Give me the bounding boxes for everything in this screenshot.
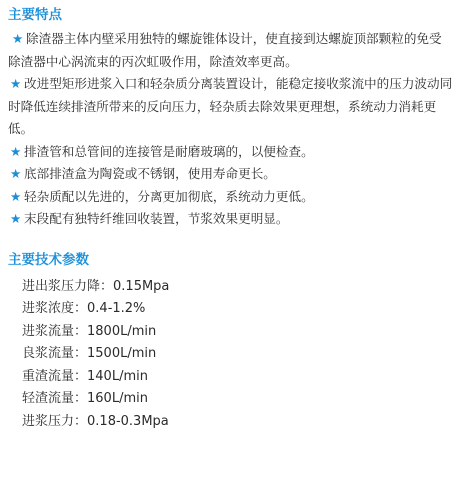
feature-item <box>8 28 453 73</box>
star-icon: ★ <box>10 188 22 204</box>
spec-row <box>22 298 453 321</box>
spec-value: 1500L/min <box>87 346 157 362</box>
feature-text: 末段配有独特纤维回收装置，节浆效果更明显。 <box>24 211 289 226</box>
features-title: 主要特点 <box>8 7 62 23</box>
feature-text: 改进型矩形进浆入口和轻杂质分离装置设计，能稳定接收浆流中的压力波动同时降低连续排渣所带来的反向压力，轻杂质去除效果更理想，系统动力消耗更低。 <box>8 76 453 136</box>
spec-row <box>22 366 453 389</box>
spec-label: 重渣流量： <box>22 368 88 384</box>
spec-row <box>22 276 453 299</box>
spec-row <box>22 388 453 411</box>
spec-row <box>22 343 453 366</box>
spec-value: 0.15Mpa <box>113 278 170 294</box>
spec-row <box>22 411 453 434</box>
feature-item <box>8 73 453 141</box>
spec-label: 轻渣流量： <box>22 391 88 407</box>
spec-value: 0.4-1.2% <box>87 301 146 317</box>
spec-label: 良浆流量： <box>22 346 88 362</box>
feature-item <box>8 163 453 186</box>
star-icon: ★ <box>10 76 22 91</box>
feature-text: 排渣管和总管间的连接管是耐磨玻璃的，以便检查。 <box>24 143 314 159</box>
spec-label: 进出浆压力降： <box>22 278 114 294</box>
specs-list <box>8 276 453 434</box>
star-icon: ★ <box>10 143 22 159</box>
spec-label: 进浆压力： <box>22 414 88 430</box>
feature-item <box>8 186 453 209</box>
spec-row <box>22 321 453 344</box>
feature-text: 底部排渣盒为陶瓷或不锈钢，使用寿命更长。 <box>24 166 276 181</box>
spec-value: 160L/min <box>87 391 148 407</box>
star-icon: ★ <box>12 31 24 46</box>
feature-text: 除渣器主体内壁采用独特的螺旋锥体设计，使直接到达螺旋顶部颗粒的免受除渣器中心涡流束的丙次虹吸作用，除渣效率更高。 <box>8 31 442 69</box>
feature-item <box>8 208 453 231</box>
spec-label: 进浆浓度： <box>22 301 88 317</box>
spec-value: 140L/min <box>87 368 148 384</box>
spec-label: 进浆流量： <box>22 323 88 339</box>
feature-text: 轻杂质配以先进的，分离更加彻底，系统动力更低。 <box>24 188 314 204</box>
star-icon: ★ <box>10 166 22 181</box>
feature-item <box>8 141 453 164</box>
specs-title: 主要技术参数 <box>8 251 89 268</box>
spec-value: 0.18-0.3Mpa <box>87 414 169 430</box>
star-icon: ★ <box>10 211 22 226</box>
features-list <box>8 28 453 231</box>
spec-value: 1800L/min <box>87 323 157 339</box>
